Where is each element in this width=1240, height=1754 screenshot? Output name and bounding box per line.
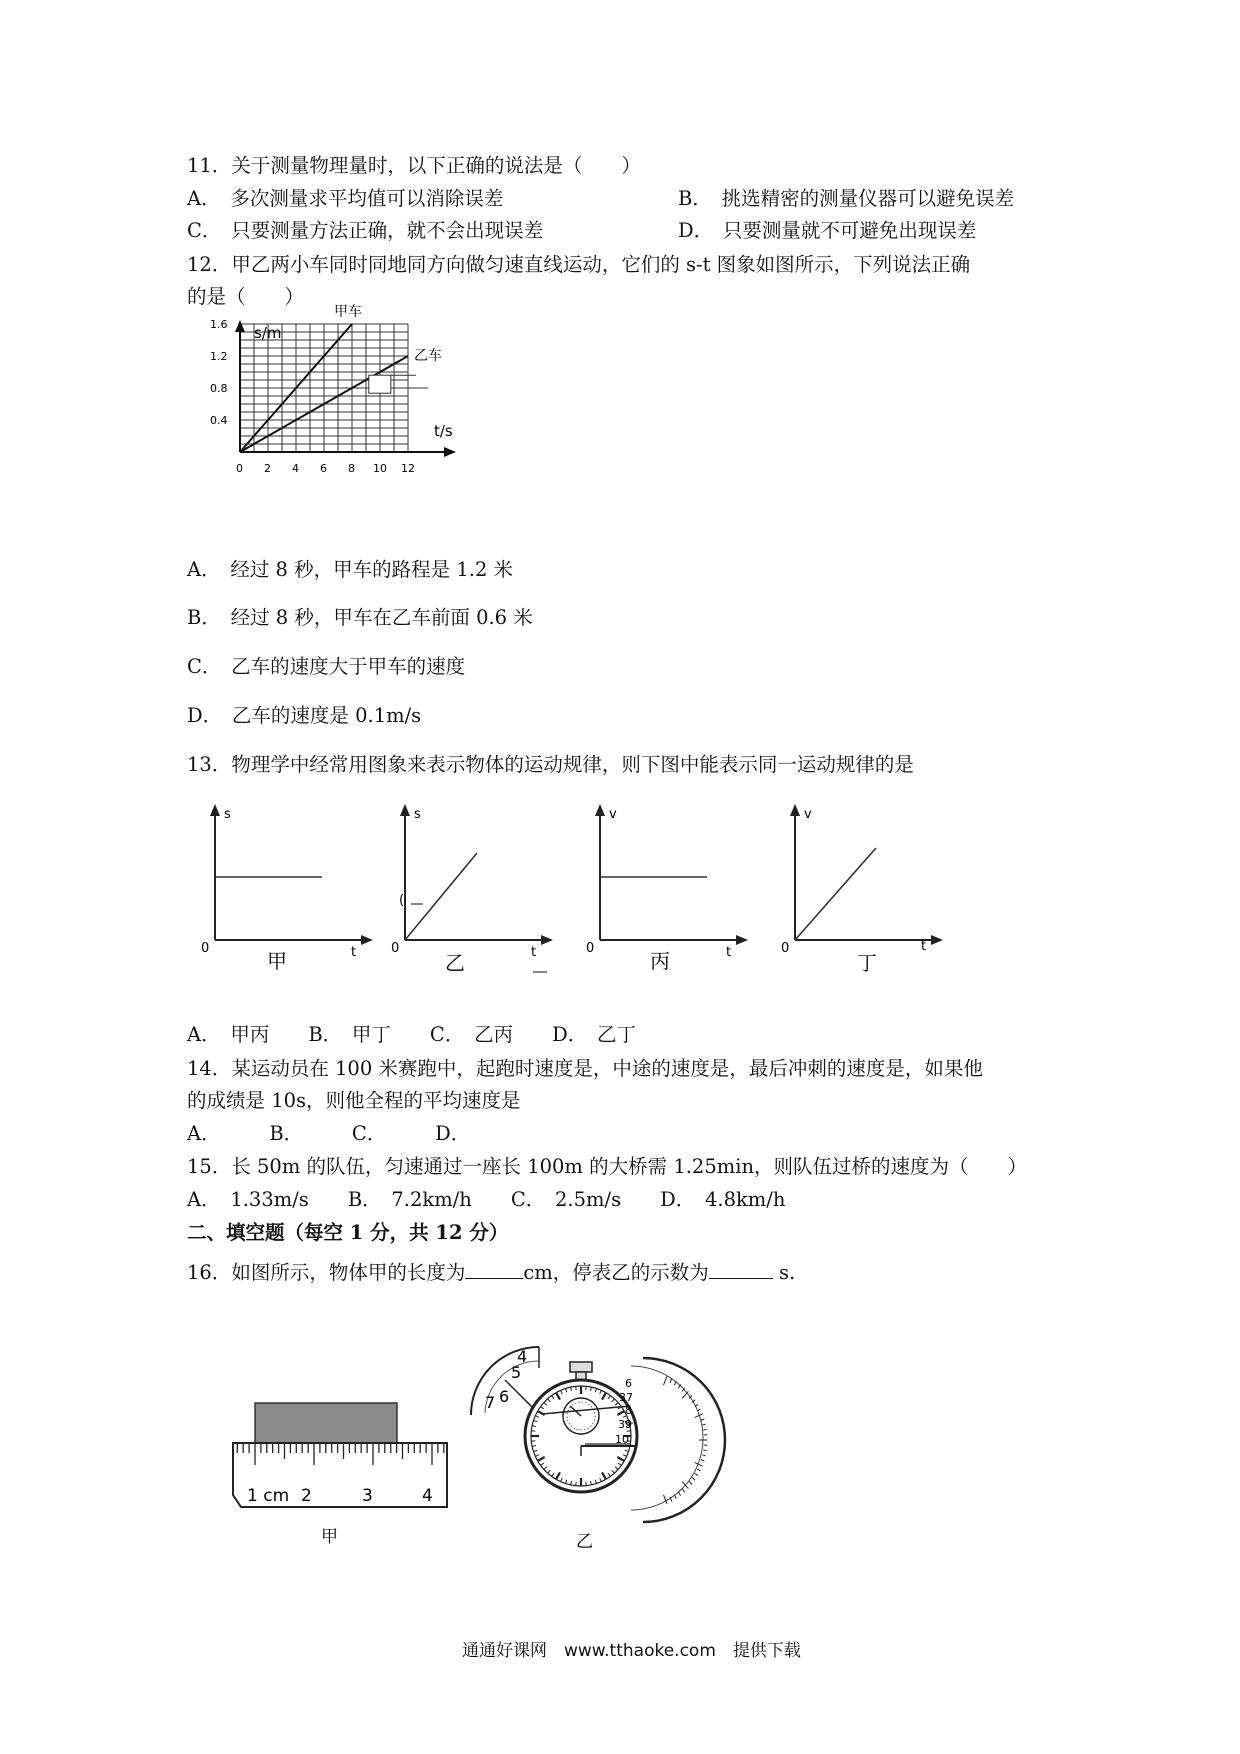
ruler-label-1: 1 cm — [247, 1486, 290, 1506]
arc-tick — [701, 1419, 704, 1421]
x-tick-label: 10 — [373, 462, 387, 475]
arc-tick — [678, 1492, 680, 1496]
graph-bing — [586, 804, 748, 973]
arc-tick — [701, 1460, 704, 1462]
graph-yi-xlabel: t — [531, 945, 537, 960]
arc-tick — [670, 1378, 672, 1382]
arc-tick — [664, 1376, 668, 1385]
graph-bing-xlabel: t — [726, 945, 732, 960]
graph-jia-origin: 0 — [201, 941, 210, 956]
y-tick-label: 0.4 — [210, 414, 228, 427]
arc-tick — [702, 1424, 706, 1425]
q16-text-part3: s. — [772, 1261, 796, 1284]
arc-tick — [703, 1450, 707, 1451]
chart-annotation — [369, 375, 428, 393]
x-axis-label: t/s — [434, 422, 453, 440]
st-chart — [210, 304, 500, 520]
arc-tick — [695, 1414, 703, 1418]
graph-ding-xlabel: t — [921, 939, 927, 954]
q13-graphs — [195, 800, 995, 990]
arc-tick — [695, 1473, 698, 1476]
q11-option-d: D． 只要测量就不可避免出现误差 — [678, 219, 977, 242]
x-tick-label: 12 — [401, 462, 415, 475]
arc-tick — [692, 1477, 695, 1480]
second-dial-label-39: 39 — [618, 1418, 632, 1431]
q16-text-part2: cm，停表乙的示数为 — [523, 1261, 709, 1284]
ruler-label-3: 3 — [362, 1486, 373, 1506]
arc-tick — [703, 1429, 707, 1430]
arc-tick — [682, 1391, 688, 1398]
stopwatch-figure — [465, 1340, 725, 1555]
q13-options: A． 甲丙 B． 甲丁 C． 乙丙 D． 乙丁 — [187, 1023, 636, 1046]
x-axis-arrow — [444, 447, 456, 457]
x-tick-label: 6 — [320, 462, 327, 475]
minute-dial-label-4: 4 — [517, 1347, 528, 1366]
series-label: 乙车 — [414, 348, 442, 364]
graph-yi-ylabel: s — [414, 807, 421, 822]
minute-dial-label-6: 6 — [499, 1387, 510, 1406]
graph-ding — [781, 804, 943, 975]
second-dial-ticks — [664, 1376, 708, 1504]
arc-tick — [702, 1455, 706, 1456]
y-tick-label: 0.8 — [210, 382, 228, 395]
ruler-figure — [225, 1395, 455, 1550]
series-label: 甲车 — [334, 304, 362, 320]
q16-text-part1: 16．如图所示，物体甲的长度为 — [187, 1261, 466, 1284]
q14-line1: 14．某运动员在 100 米赛跑中，起跑时速度是，中途的速度是，最后冲刺的速度是，如果他 — [187, 1057, 983, 1080]
q12-option-a: A． 经过 8 秒，甲车的路程是 1.2 米 — [187, 558, 514, 581]
graph-bing-caption: 丙 — [650, 949, 670, 973]
q12-option-b: B． 经过 8 秒，甲车在乙车前面 0.6 米 — [187, 606, 533, 629]
q12-stem-line1: 12．甲乙两小车同时同地同方向做匀速直线运动，它们的 s-t 图象如图所示，下列说法正确 — [187, 253, 971, 276]
q15-stem: 15．长 50m 的队伍，匀速通过一座长 100m 的大桥需 1.25min，则队伍过桥的速度为（ ） — [187, 1155, 1028, 1178]
graph-ding-caption: 丁 — [857, 951, 877, 975]
second-dial-label-37: 37 — [619, 1391, 633, 1404]
q16-blank-time[interactable] — [709, 1258, 773, 1279]
graph-jia — [201, 804, 373, 973]
ruler-label-4: 4 — [422, 1486, 433, 1506]
y-axis-arrow — [235, 320, 245, 332]
q15-options: A． 1.33m/s B． 7.2km/h C． 2.5m/s D． 4.8km/h — [187, 1188, 786, 1211]
graph-yi — [391, 804, 553, 975]
q12-stem-line2: 的是（ ） — [187, 285, 305, 308]
graph-bing-origin: 0 — [586, 941, 595, 956]
y-tick-label: 1.2 — [210, 350, 228, 363]
q16-blank-length[interactable] — [465, 1258, 523, 1279]
q11-option-c: C． 只要测量方法正确，就不会出现误差 — [187, 219, 544, 242]
q12-option-c: C． 乙车的速度大于甲车的速度 — [187, 655, 466, 678]
graph-ding-ylabel: v — [804, 807, 812, 822]
x-tick-label: 8 — [348, 462, 355, 475]
q11-option-b: B． 挑选精密的测量仪器可以避免误差 — [678, 187, 1015, 210]
graph-jia-caption: 甲 — [267, 949, 287, 973]
x-tick-label: 0 — [236, 462, 243, 475]
ruler-label-2: 2 — [301, 1486, 312, 1506]
arc-tick — [697, 1469, 700, 1471]
q14-options: A． B． C． D． — [187, 1122, 471, 1145]
q16-stem — [187, 1258, 795, 1286]
q11-option-a: A． 多次测量求平均值可以消除误差 — [187, 187, 504, 210]
q11-stem: 11．关于测量物理量时，以下正确的说法是（ ） — [187, 154, 641, 177]
arc-tick — [682, 1489, 684, 1493]
section-title: 二、填空题（每空 1 分，共 12 分） — [187, 1221, 509, 1244]
q12-option-d: D． 乙车的速度是 0.1m/s — [187, 704, 422, 727]
q13-stem: 13．物理学中经常用图象来表示物体的运动规律，则下图中能表示同一运动规律的是 — [187, 753, 914, 776]
graph-jia-xlabel: t — [351, 945, 357, 960]
page-footer: 通通好课网 www.tthaoke.com 提供下载 — [462, 1641, 801, 1661]
ruler-caption: 甲 — [321, 1527, 338, 1547]
arc-tick — [674, 1381, 676, 1385]
y-axis-label: s/m — [254, 324, 282, 342]
x-tick-label: 2 — [264, 462, 271, 475]
second-dial-label-6: 6 — [625, 1377, 632, 1390]
q14-line2: 的成绩是 10s，则他全程的平均速度是 — [187, 1089, 521, 1112]
y-tick-label: 1.6 — [210, 318, 228, 331]
graph-yi-origin: 0 — [391, 941, 400, 956]
stopwatch-caption: 乙 — [576, 1532, 593, 1552]
minute-dial-label-5: 5 — [511, 1363, 522, 1382]
second-dial-label-8: 8 — [625, 1404, 632, 1417]
minute-dial-label-7: 7 — [485, 1393, 496, 1412]
graph-yi-caption: 乙 — [445, 951, 465, 975]
svg-text:(: ( — [399, 893, 405, 908]
graph-jia-ylabel: s — [224, 807, 231, 822]
x-tick-label: 4 — [292, 462, 299, 475]
object-block — [255, 1403, 397, 1443]
annotation-box — [369, 375, 391, 393]
arc-tick — [689, 1481, 692, 1484]
graph-ding-origin: 0 — [781, 941, 790, 956]
second-dial-label-10: 10 — [615, 1433, 629, 1446]
graph-bing-ylabel: v — [609, 807, 617, 822]
